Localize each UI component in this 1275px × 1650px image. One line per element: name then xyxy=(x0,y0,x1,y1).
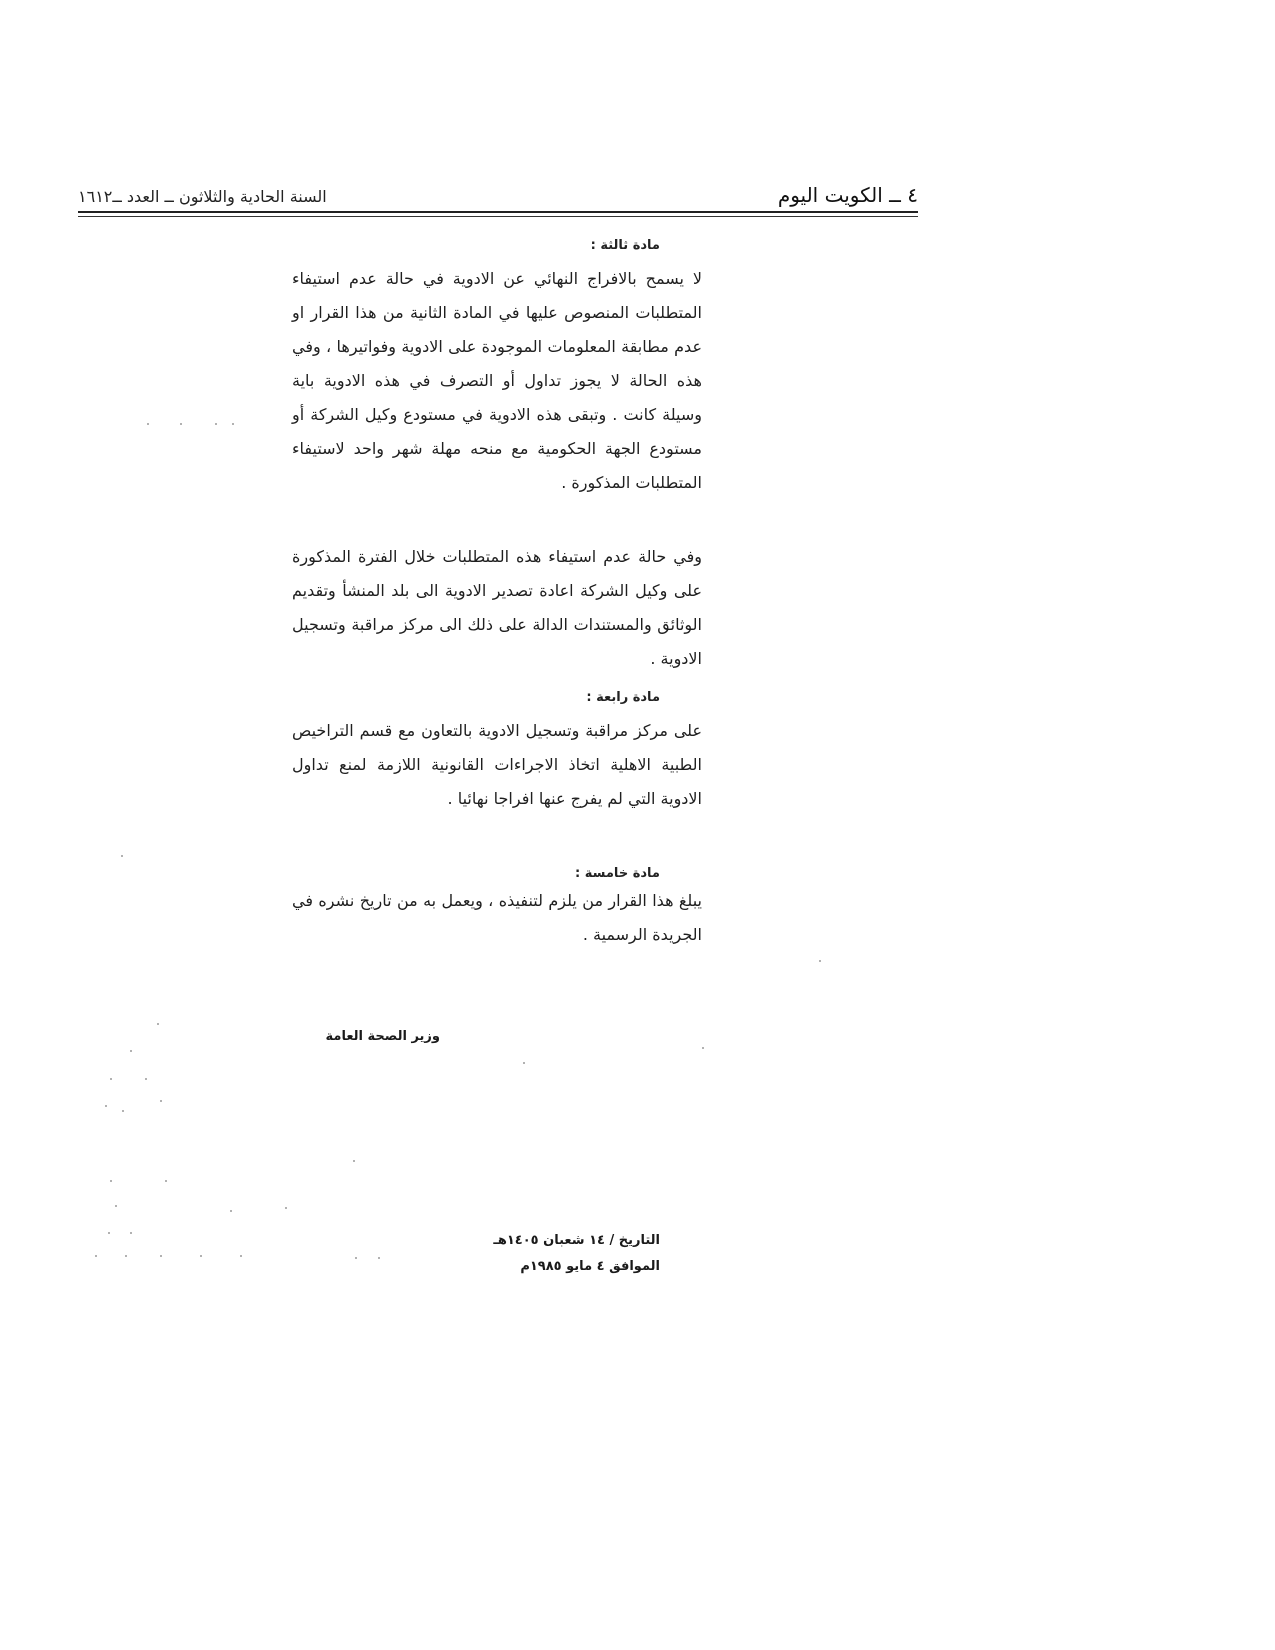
scan-speck xyxy=(145,1078,147,1080)
scan-speck xyxy=(121,855,123,857)
header-rule xyxy=(78,211,918,213)
issue-label: السنة الحادية والثلاثون ــ العدد ــ١٦١٢ xyxy=(78,187,327,206)
scan-speck xyxy=(110,1078,112,1080)
scan-speck xyxy=(95,1255,97,1257)
article-3-heading: مادة ثالثة : xyxy=(590,238,660,253)
scan-speck xyxy=(157,1023,159,1025)
scan-speck xyxy=(165,1180,167,1182)
scan-speck xyxy=(353,1160,355,1162)
scan-speck xyxy=(160,1100,162,1102)
scan-speck xyxy=(355,1257,357,1259)
scan-speck xyxy=(108,1232,110,1234)
scan-speck xyxy=(160,1255,162,1257)
header-rule-thin xyxy=(78,216,918,217)
scan-speck xyxy=(230,1210,232,1212)
scan-speck xyxy=(523,1062,525,1064)
scan-speck xyxy=(285,1207,287,1209)
scan-speck xyxy=(378,1257,380,1259)
scan-speck xyxy=(122,1110,124,1112)
running-header xyxy=(78,183,918,213)
scan-speck xyxy=(819,960,821,962)
article-4-paragraph-1: على مركز مراقبة وتسجيل الادوية بالتعاون مع قسم التراخيص الطبية الاهلية اتخاذ الاجراءات القانونية اللازمة لمنع تداول الادوية التي لم يفرج عنها افراجا نهائيا . xyxy=(292,721,702,808)
article-3-paragraph-2: وفي حالة عدم استيفاء هذه المتطلبات خلال الفترة المذكورة على وكيل الشركة اعادة تصدير الادوية الى بلد المنشأ وتقديم الوثائق والمستندات الدالة على ذلك الى مركز مراقبة وتسجيل الادوية . xyxy=(292,547,702,668)
scan-speck xyxy=(180,423,182,425)
scan-speck xyxy=(125,1255,127,1257)
scan-speck xyxy=(115,1205,117,1207)
scan-speck xyxy=(200,1255,202,1257)
scan-speck xyxy=(130,1232,132,1234)
scan-speck xyxy=(232,423,234,425)
gregorian-date: الموافق ٤ مايو ١٩٨٥م xyxy=(520,1259,660,1274)
scan-speck xyxy=(105,1105,107,1107)
scan-speck xyxy=(215,423,217,425)
scan-speck xyxy=(110,1180,112,1182)
article-5-paragraph-1: يبلغ هذا القرار من يلزم لتنفيذه ، ويعمل به من تاريخ نشره في الجريدة الرسمية . xyxy=(292,891,702,944)
article-5-heading: مادة خامسة : xyxy=(575,866,660,881)
scan-speck xyxy=(147,423,149,425)
article-4-heading: مادة رابعة : xyxy=(586,690,660,705)
article-3-paragraph-1: لا يسمح بالافراج النهائي عن الادوية في حالة عدم استيفاء المتطلبات المنصوص عليها في المادة الثانية من هذا القرار او عدم مطابقة المعلومات الموجودة على الادوية وفواتيرها ، وفي هذه الحالة لا يجوز تداول أو التصرف في هذه الادوية باية وسيلة كانت . وتبقى هذه الادوية في مستودع وكيل الشركة أو مستودع الجهة الحكومية مع منحه مهلة شهر واحد لاستيفاء المتطلبات المذكورة . xyxy=(292,269,702,492)
scan-speck xyxy=(240,1255,242,1257)
scan-speck xyxy=(702,1047,704,1049)
hijri-date: التاريخ / ١٤ شعبان ١٤٠٥هـ xyxy=(493,1233,660,1248)
minister-signature: وزير الصحة العامة xyxy=(325,1029,440,1044)
date-block xyxy=(450,1228,660,1280)
scan-speck xyxy=(130,1050,132,1052)
page-label: ٤ ــ الكويت اليوم xyxy=(777,183,918,207)
